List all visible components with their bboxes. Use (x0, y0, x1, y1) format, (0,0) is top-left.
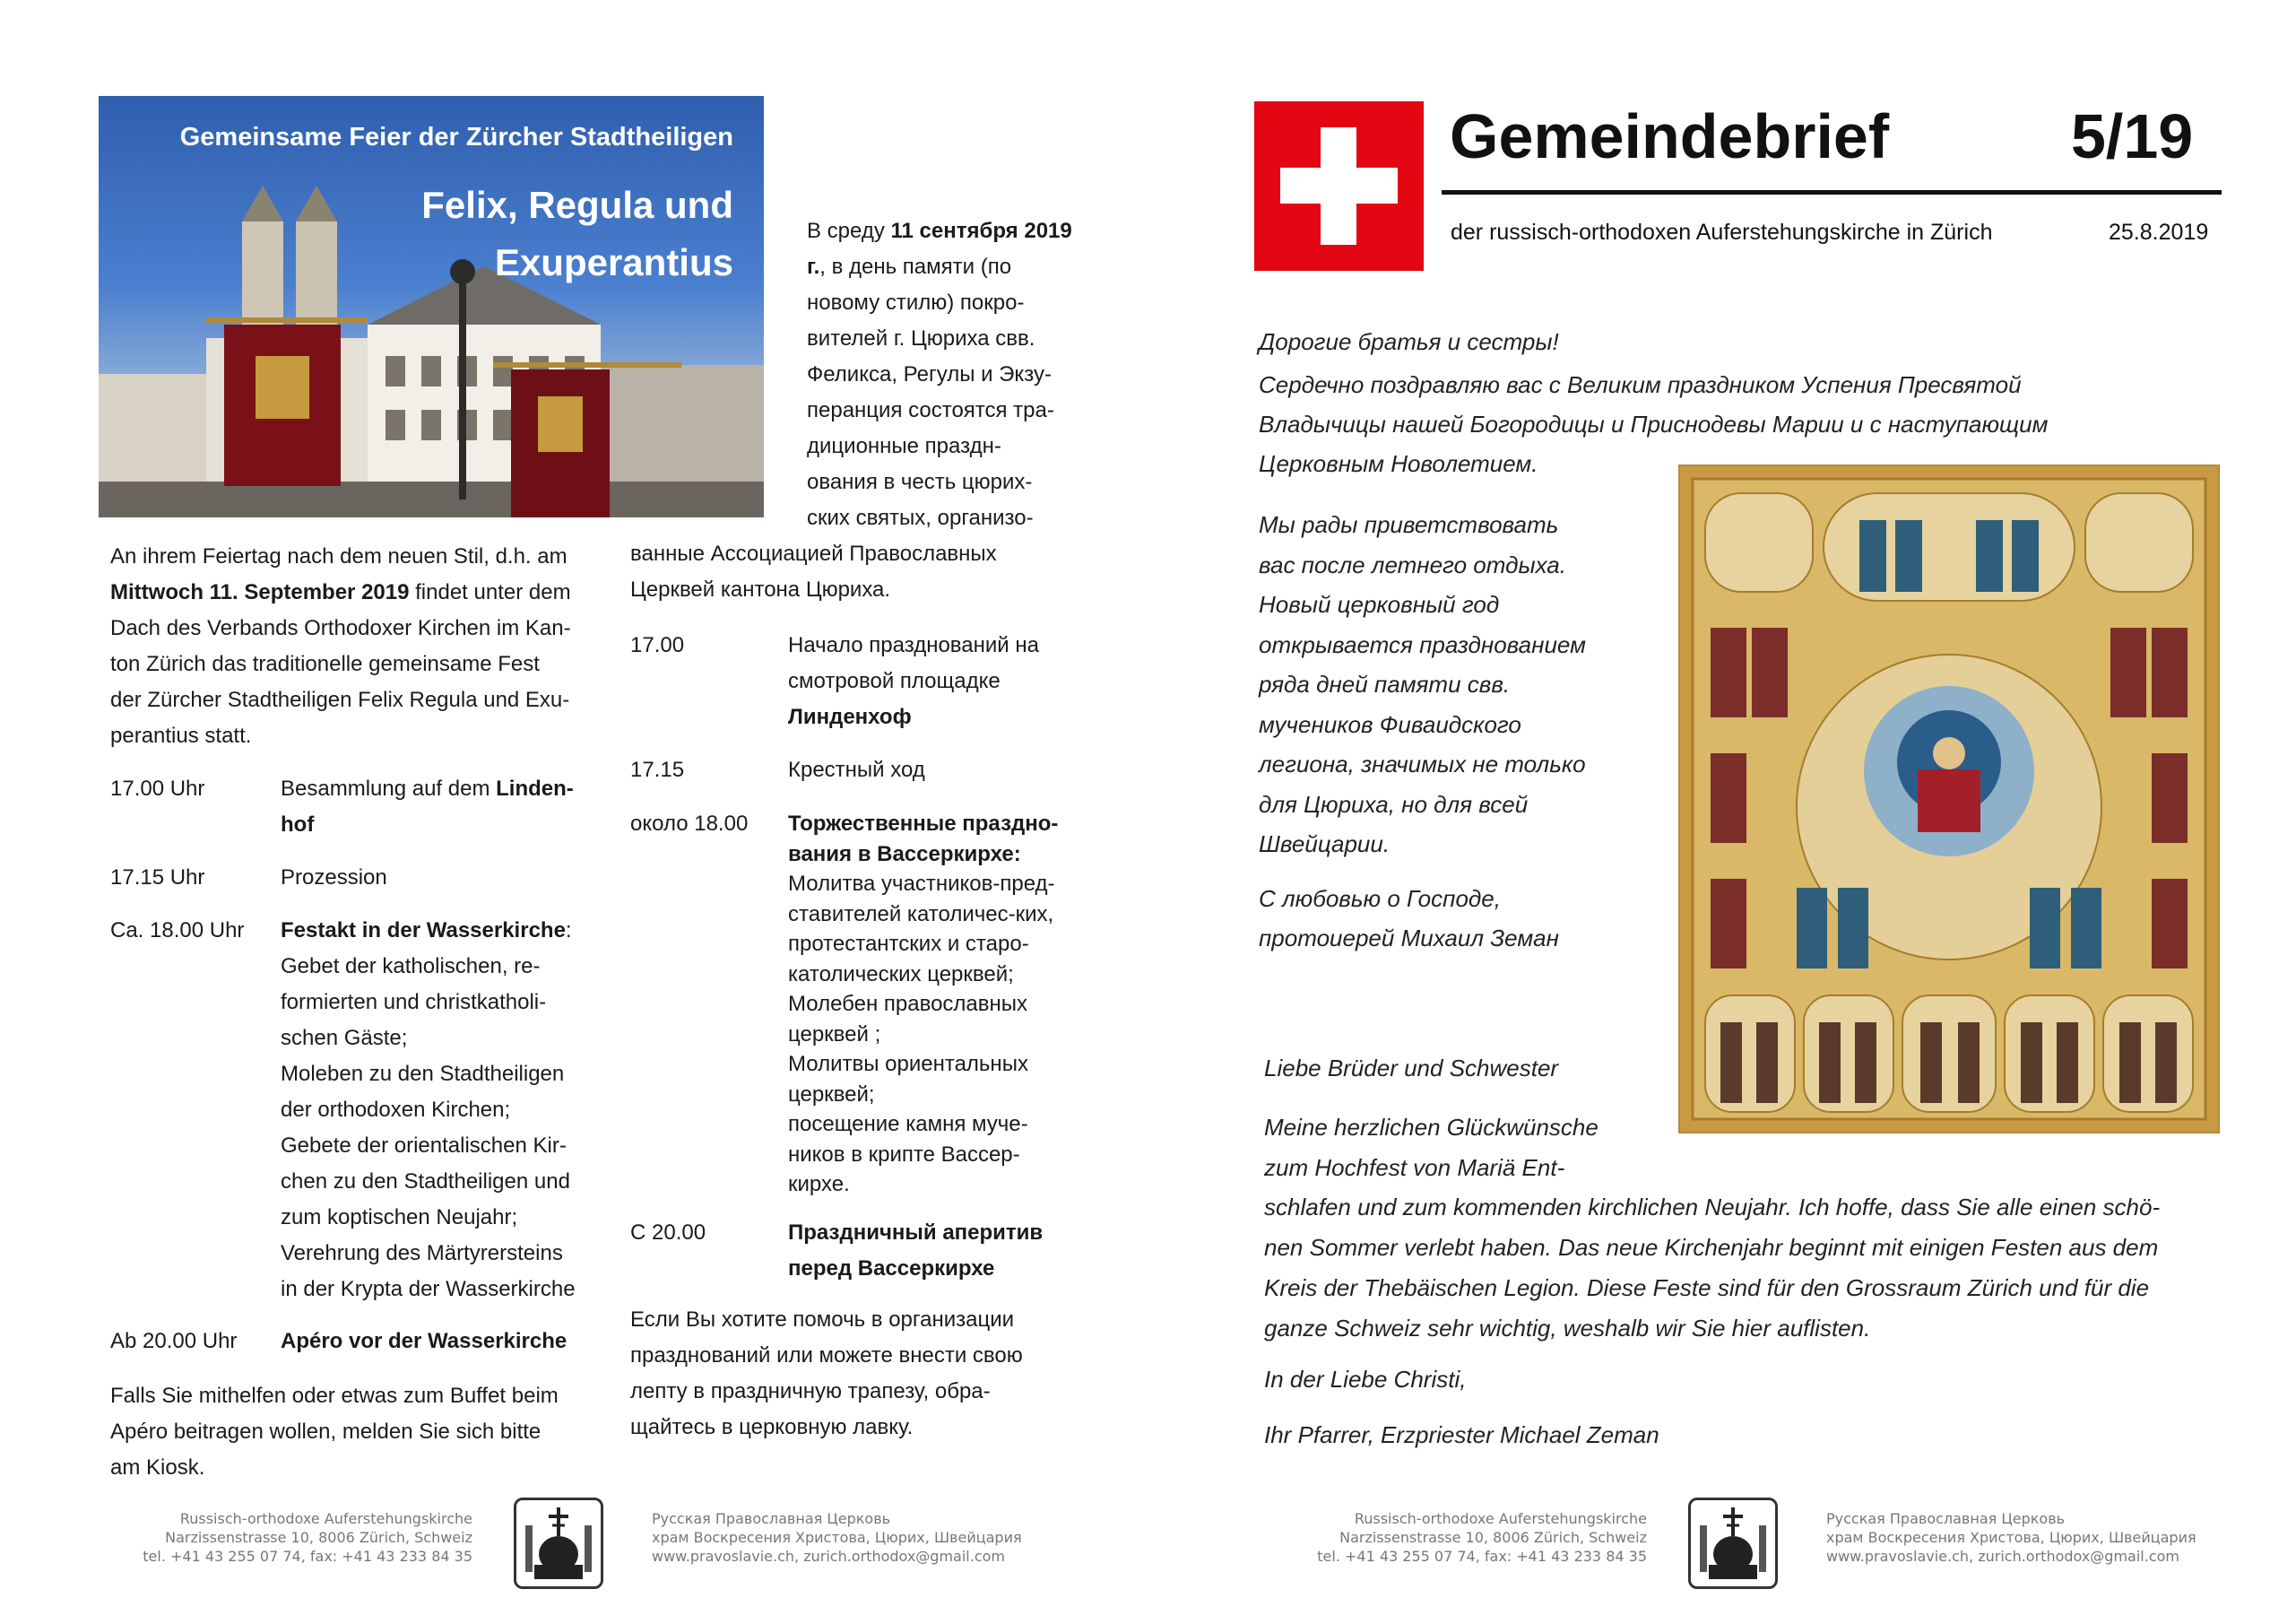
ru-schedule-text (788, 1215, 1043, 1287)
de-intro-line-0: An ihrem Feiertag nach dem neuen Stil, d.h. am (110, 544, 568, 569)
footer-line: tel. +41 43 255 07 74, fax: +41 43 233 84 35 (1317, 1548, 1647, 1565)
footer-line: www.pravoslavie.ch, zurich.orthodox@gmail.com (652, 1548, 1005, 1565)
de-letter-line: Meine herzlichen Glückwünsche (1264, 1114, 1599, 1141)
de-schedule-text-bold: Apéro vor der Wasserkirche (281, 1329, 568, 1353)
de-schedule-time: 17.15 Uhr (110, 865, 205, 890)
de-intro (110, 539, 603, 754)
ru-letter-line: Швейцарии. (1259, 830, 1391, 857)
ru-closing-line: Если Вы хотите помочь в организации (630, 1307, 1015, 1332)
de-schedule-row (110, 913, 594, 1324)
de-schedule-text (281, 771, 574, 843)
de-schedule-text (281, 913, 576, 1307)
ru-signature (1259, 879, 1635, 958)
church-logo (514, 1498, 603, 1589)
ru-schedule-line-bold: перед Вассеркирхе (788, 1256, 995, 1281)
hero-title-line-2: Exuperantius (494, 241, 733, 283)
de-intro-line-2: Dach des Verbands Orthodoxer Kirchen im Kan- (110, 616, 571, 640)
de-schedule-line: Gebet der katholischen, re- (281, 954, 541, 978)
de-intro-line-5: perantius statt. (110, 724, 252, 748)
de-schedule-line: Verehrung des Märtyrersteins (281, 1241, 563, 1265)
de-letter-body-2 (1264, 1187, 2232, 1349)
ru-schedule-line: Молебен православных (788, 992, 1028, 1016)
ru-closing (630, 1302, 1096, 1446)
ru-intro-line-3: Феликса, Регулы и Экзу- (807, 362, 1052, 386)
ru-letter-line: для Цюриха, но для всей (1259, 790, 1529, 818)
de-schedule-text-plain: Besammlung auf dem (281, 777, 497, 801)
ru-closing-line: щайтесь в церковную лавку. (630, 1415, 914, 1439)
ru-schedule-line: Молитва участников-пред- (788, 872, 1055, 896)
issue-number: 5/19 (2071, 101, 2194, 171)
ru-letter-line: открывается празднованием (1259, 630, 1586, 658)
newsletter-title: Gemeindebrief (1450, 101, 1890, 171)
de-schedule-row (110, 1324, 594, 1376)
de-signature: Ihr Pfarrer, Erzpriester Michael Zeman (1264, 1421, 1659, 1448)
ru-schedule-text (788, 809, 1058, 1200)
de-schedule-line: formierten und christkatholi- (281, 990, 547, 1014)
ru-schedule-time: около 18.00 (630, 812, 749, 836)
ru-letter-line: Новый церковный год (1259, 591, 1500, 618)
ru-intro-lead: В среду (807, 219, 891, 243)
ru-greeting: Дорогие братья и сестры! (1259, 328, 1559, 355)
ru-schedule-time: С 20.00 (630, 1220, 706, 1245)
ru-signature-line: С любовью о Господе, (1259, 885, 1501, 912)
de-letter-line: Kreis der Thebäischen Legion. Diese Feste sind für den Grossraum Zürich und für die (1264, 1274, 2150, 1301)
footer-line: Narzissenstrasse 10, 8006 Zürich, Schweiz (165, 1529, 472, 1546)
de-schedule-time: Ca. 18.00 Uhr (110, 918, 245, 942)
de-schedule-line: in der Krypta der Wasserkirche (281, 1277, 576, 1301)
ru-intro-line-2: вителей г. Цюриха свв. (807, 326, 1035, 351)
ru-schedule-line-bold: Праздничный аперитив (788, 1220, 1044, 1245)
de-letter-body (1264, 1107, 1632, 1188)
ru-schedule (630, 628, 1096, 1304)
de-greeting: Liebe Brüder und Schwester (1264, 1055, 1559, 1081)
de-schedule-line: zum koptischen Neujahr; (281, 1205, 518, 1229)
de-schedule-text-bold: Festakt in der Wasserkirche (281, 918, 566, 942)
de-schedule-line: Moleben zu den Stadtheiligen (281, 1062, 565, 1086)
ru-schedule-line: Молитвы ориентальных (788, 1052, 1028, 1076)
de-schedule-time: Ab 20.00 Uhr (110, 1329, 238, 1353)
ru-schedule-line: католических церквей; (788, 961, 1014, 986)
de-letter-line: schlafen und zum kommenden kirchlichen Neujahr. Ich hoffe, dass Sie alle einen schö- (1264, 1194, 2161, 1220)
de-schedule-line: der orthodoxen Kirchen; (281, 1098, 511, 1122)
ru-intro (807, 213, 1094, 536)
ru-schedule-line: протестантских и старо- (788, 932, 1029, 956)
de-intro-line-1-post: findet unter dem (409, 580, 571, 604)
ru-intro-date: 11 сентября 2019 (890, 219, 1072, 243)
de-schedule-text-bold: Linden- (496, 777, 574, 801)
de-letter-line: nen Sommer verlebt haben. Das neue Kirchenjahr beginnt mit einigen Festen aus dem (1264, 1234, 2159, 1261)
footer-line: Narzissenstrasse 10, 8006 Zürich, Schweiz (1339, 1529, 1647, 1546)
ru-intro-tail-first: , в день памяти (819, 255, 975, 279)
de-letter-line: zum Hochfest von Mariä Ent- (1264, 1154, 1565, 1181)
ru-letter-line: Церковным Новолетием. (1259, 450, 1538, 477)
ru-schedule-line-bold: вания в Вассеркирхе: (788, 841, 1021, 866)
church-dome-icon (516, 1500, 601, 1586)
newsletter-subtitle: der russisch-orthodoxen Auferstehungskirche in Zürich (1451, 220, 1993, 245)
footer-line: Русская Православная Церковь (1826, 1510, 2066, 1527)
ru-signature-line: протоиерей Михаил Земан (1259, 925, 1559, 951)
ru-schedule-line: смотровой площадке (788, 669, 1001, 693)
hero-photo (99, 96, 764, 517)
footer-right-contact (1826, 1509, 2248, 1566)
swiss-flag (1254, 101, 1424, 271)
ru-schedule-time: 17.15 (630, 758, 685, 782)
de-intro-line-1 (110, 575, 603, 611)
de-schedule-text (281, 1324, 567, 1359)
ru-schedule-row (630, 752, 1096, 805)
ru-letter-body-2 (1259, 505, 1624, 864)
ru-intro-line-0: (по (980, 255, 1012, 279)
de-letter-line: ganze Schweiz sehr wichtig, weshalb wir Sie hier auflisten. (1264, 1315, 1871, 1342)
footer-left-contact (652, 1509, 1064, 1566)
de-schedule-line: schen Gäste; (281, 1026, 408, 1050)
ru-schedule-time: 17.00 (630, 633, 685, 657)
ru-schedule-line: церквей ; (788, 1021, 881, 1046)
ru-schedule-line: Начало празднований на (788, 633, 1039, 657)
footer-right-address (1264, 1509, 1647, 1566)
ru-letter-line: Мы рады приветствовать (1259, 511, 1559, 538)
de-intro-line-3: ton Zürich das traditionelle gemeinsame Fest (110, 652, 540, 676)
de-intro-date: Mittwoch 11. September 2019 (110, 580, 410, 604)
de-schedule-row (110, 771, 594, 860)
de-schedule-text-bold: hof (281, 812, 315, 837)
ru-intro-cont-line-1: Церквей кантона Цюриха. (630, 578, 891, 602)
de-closing (110, 1378, 594, 1486)
de-closing-salutation: In der Liebe Christi, (1264, 1366, 1467, 1393)
masthead-rule (1442, 190, 2222, 195)
church-dome-icon (1691, 1500, 1775, 1586)
ru-schedule-row (630, 1215, 1096, 1304)
ru-letter-line: вас после летнего отдыха. (1259, 551, 1566, 578)
ru-letter-line: ряда дней памяти свв. (1259, 671, 1511, 698)
ru-schedule-line: посещение камня муче- (788, 1112, 1028, 1136)
hero-illustration (99, 96, 764, 517)
footer-line: Russisch-orthodoxe Auferstehungskirche (1354, 1510, 1647, 1527)
footer-line: www.pravoslavie.ch, zurich.orthodox@gmail.com (1826, 1548, 2179, 1565)
flag-cross-horizontal (1280, 168, 1398, 204)
religious-icon-image (1678, 465, 2220, 1133)
hero-title (421, 177, 733, 291)
de-schedule-line: chen zu den Stadtheiligen und (281, 1169, 570, 1194)
ru-schedule-line: ставителей католичес-ких, (788, 901, 1054, 926)
hero-title-line-1: Felix, Regula und (421, 184, 733, 226)
de-closing-line: Apéro beitragen wollen, melden Sie sich bitte (110, 1420, 542, 1444)
ru-schedule-text (788, 628, 1039, 735)
footer-line: храм Воскресения Христова, Цюрих, Швейцария (652, 1529, 1022, 1546)
ru-schedule-row (630, 805, 1096, 1215)
footer-line: tel. +41 43 255 07 74, fax: +41 43 233 84 35 (143, 1548, 472, 1565)
de-schedule-text: Prozession (281, 865, 387, 890)
de-schedule-time: 17.00 Uhr (110, 777, 205, 801)
ru-letter-line: Сердечно поздравляю вас с Великим праздником Успения Пресвятой (1259, 371, 2022, 398)
ru-letter-line: мучеников Фиваидского (1259, 710, 1521, 738)
ru-schedule-line: церквей; (788, 1081, 875, 1107)
de-schedule-row (110, 860, 594, 913)
ru-schedule-line-bold: Торжественные праздно- (788, 812, 1059, 836)
footer-left-address (90, 1509, 472, 1566)
hero-subtitle: Gemeinsame Feier der Zürcher Stadtheiligen (179, 123, 733, 152)
ru-schedule-row (630, 628, 1096, 752)
ru-intro-line-6: ования в честь цюрих- (807, 470, 1033, 494)
issue-date: 25.8.2019 (2109, 220, 2209, 245)
de-closing-line: Falls Sie mithelfen oder etwas zum Buffet beim (110, 1384, 559, 1408)
ru-schedule-line: ников в крипте Вассер- (788, 1142, 1020, 1167)
de-intro-line-4: der Zürcher Stadtheiligen Felix Regula und Exu- (110, 688, 570, 712)
icon-painting (1680, 466, 2218, 1132)
footer-line: Русская Православная Церковь (652, 1510, 891, 1527)
de-schedule (110, 771, 594, 1376)
ru-schedule-text: Крестный ход (788, 758, 925, 782)
ru-intro-line-4: перанция состоятся тра- (807, 398, 1054, 422)
ru-schedule-line-bold: Линденхоф (788, 705, 912, 729)
church-logo (1688, 1498, 1778, 1589)
ru-schedule-line: кирхе. (788, 1172, 850, 1196)
ru-letter-line: легиона, значимых не только (1259, 751, 1586, 777)
de-schedule-text-plain: : (565, 918, 572, 942)
ru-intro-line-5: диционные праздн- (807, 434, 1001, 458)
footer-line: храм Воскресения Христова, Цюрих, Швейцария (1826, 1529, 2196, 1546)
ru-intro-cont-line-0: ванные Ассоциацией Православных (630, 542, 997, 566)
ru-intro-line-7: ских святых, организо- (807, 506, 1034, 530)
de-closing-line: am Kiosk. (110, 1455, 205, 1480)
ru-closing-line: лепту в праздничную трапезу, обра- (630, 1379, 991, 1403)
ru-intro-line-1: новому стилю) покро- (807, 291, 1025, 315)
de-schedule-line: Gebete der orientalischen Kir- (281, 1133, 567, 1158)
footer-line: Russisch-orthodoxe Auferstehungskirche (179, 1510, 472, 1527)
ru-intro-continued (630, 536, 1096, 608)
ru-intro-year-suffix: г. (807, 255, 820, 279)
ru-closing-line: празднований или можете внести свою (630, 1343, 1023, 1368)
ru-letter-line: Владычицы нашей Богородицы и Приснодевы Марии и с наступающим (1259, 411, 2049, 438)
